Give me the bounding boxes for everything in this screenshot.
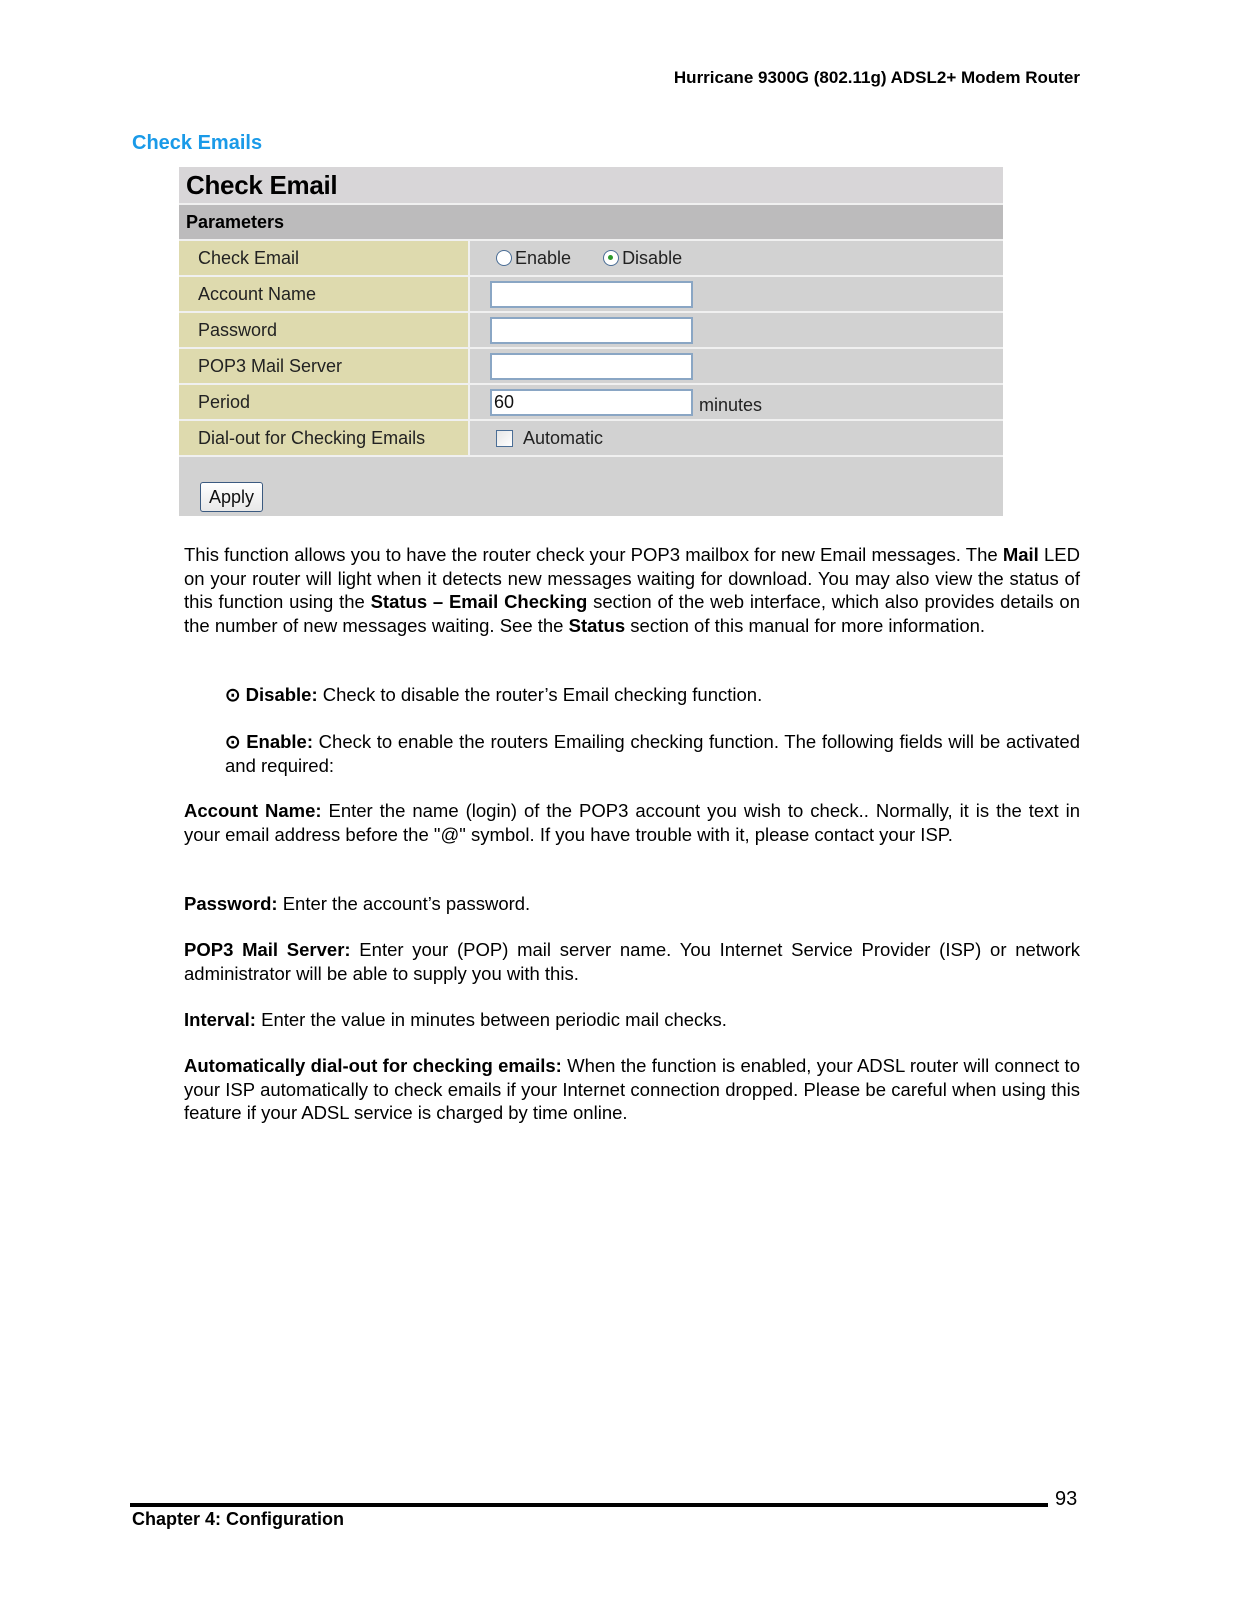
disable-term: Disable: <box>245 684 318 705</box>
disable-radio-label: Disable <box>622 247 683 268</box>
enable-term: Enable: <box>246 731 314 752</box>
disable-description <box>225 683 1080 707</box>
enable-radio-label: Enable <box>515 247 572 268</box>
pop3-server-label: POP3 Mail Server <box>179 349 470 383</box>
intro-text-1: This function allows you to have the router check your POP3 mailbox for new Email messages. The <box>184 544 1003 565</box>
pop3-term: POP3 Mail Server: <box>184 939 351 960</box>
radio-bullet-icon: ⊙ <box>225 684 241 705</box>
account-name-label: Account Name <box>179 277 470 311</box>
account-name-input[interactable] <box>490 281 693 308</box>
dial-out-label: Dial-out for Checking Emails <box>179 421 470 455</box>
section-title: Check Emails <box>132 132 263 154</box>
row-pop3-server <box>179 349 1003 385</box>
panel-title: Check Email <box>179 167 1003 205</box>
period-unit: minutes <box>699 394 763 415</box>
row-password <box>179 313 1003 349</box>
intro-text-3: section of the web interface, which also provides details on the number of new messages waiting. See the <box>184 591 1080 636</box>
intro-bold-status: Status <box>568 614 626 636</box>
row-check-email <box>179 241 1003 277</box>
period-label: Period <box>179 385 470 419</box>
intro-bold-status-email: Status – Email Checking <box>370 591 588 612</box>
disable-text: Check to disable the router’s Email checking function. <box>317 684 763 705</box>
radio-bullet-icon: ⊙ <box>225 731 241 752</box>
password-input[interactable] <box>490 317 693 344</box>
footer-divider <box>130 1503 1048 1507</box>
auto-dial-description <box>184 1054 1080 1125</box>
password-label: Password <box>179 313 470 347</box>
password-description <box>184 892 1080 916</box>
account-name-text: Enter the name (login) of the POP3 account you wish to check.. Normally, it is the text in your email address before the "@" symbol. If you have trouble with it, please contact your ISP. <box>184 800 1080 845</box>
intro-text-2: LED on your router will light when it detects new messages waiting for download. You may also view the status of this function using the <box>184 544 1080 612</box>
row-period <box>179 385 1003 421</box>
check-email-label: Check Email <box>179 241 470 275</box>
enable-radio[interactable] <box>496 250 512 266</box>
chapter-label: Chapter 4: Configuration <box>132 1509 344 1529</box>
interval-text: Enter the value in minutes between periodic mail checks. <box>255 1009 727 1030</box>
pop3-text: Enter your (POP) mail server name. You Internet Service Provider (ISP) or network administrator will be able to supply you with this. <box>184 939 1080 984</box>
period-input[interactable]: 60 <box>490 389 693 416</box>
automatic-checkbox-label: Automatic <box>523 427 604 448</box>
enable-description <box>225 730 1080 777</box>
intro-paragraph <box>184 543 1080 637</box>
document-header-title: Hurricane 9300G (802.11g) ADSL2+ Modem Router <box>673 68 1080 87</box>
panel-subtitle: Parameters <box>179 205 1003 241</box>
row-dial-out <box>179 421 1003 457</box>
interval-term: Interval: <box>184 1009 256 1030</box>
row-account-name <box>179 277 1003 313</box>
intro-text-4: section of this manual for more information. <box>625 614 986 636</box>
intro-bold-mail: Mail <box>1002 544 1039 565</box>
check-email-panel <box>179 167 1003 516</box>
auto-dial-term: Automatically dial-out for checking emails: <box>184 1055 562 1076</box>
password-text: Enter the account’s password. <box>277 893 531 914</box>
disable-radio[interactable] <box>603 250 619 266</box>
apply-button[interactable]: Apply <box>200 482 263 512</box>
page-number: 93 <box>1055 1488 1078 1510</box>
interval-description <box>184 1008 1080 1032</box>
automatic-checkbox[interactable] <box>496 430 513 447</box>
pop3-server-input[interactable] <box>490 353 693 380</box>
pop3-description <box>184 938 1080 985</box>
password-term: Password: <box>184 893 278 914</box>
auto-dial-text: When the function is enabled, your ADSL router will connect to your ISP automatically to check emails if your Internet connection dropped. Please be careful when using this feature if your ADSL service is charged by time online. <box>184 1055 1080 1123</box>
account-name-description <box>184 799 1080 846</box>
account-name-term: Account Name: <box>184 800 322 821</box>
enable-text: Check to enable the routers Emailing checking function. The following fields will be activated and required: <box>225 731 1080 776</box>
